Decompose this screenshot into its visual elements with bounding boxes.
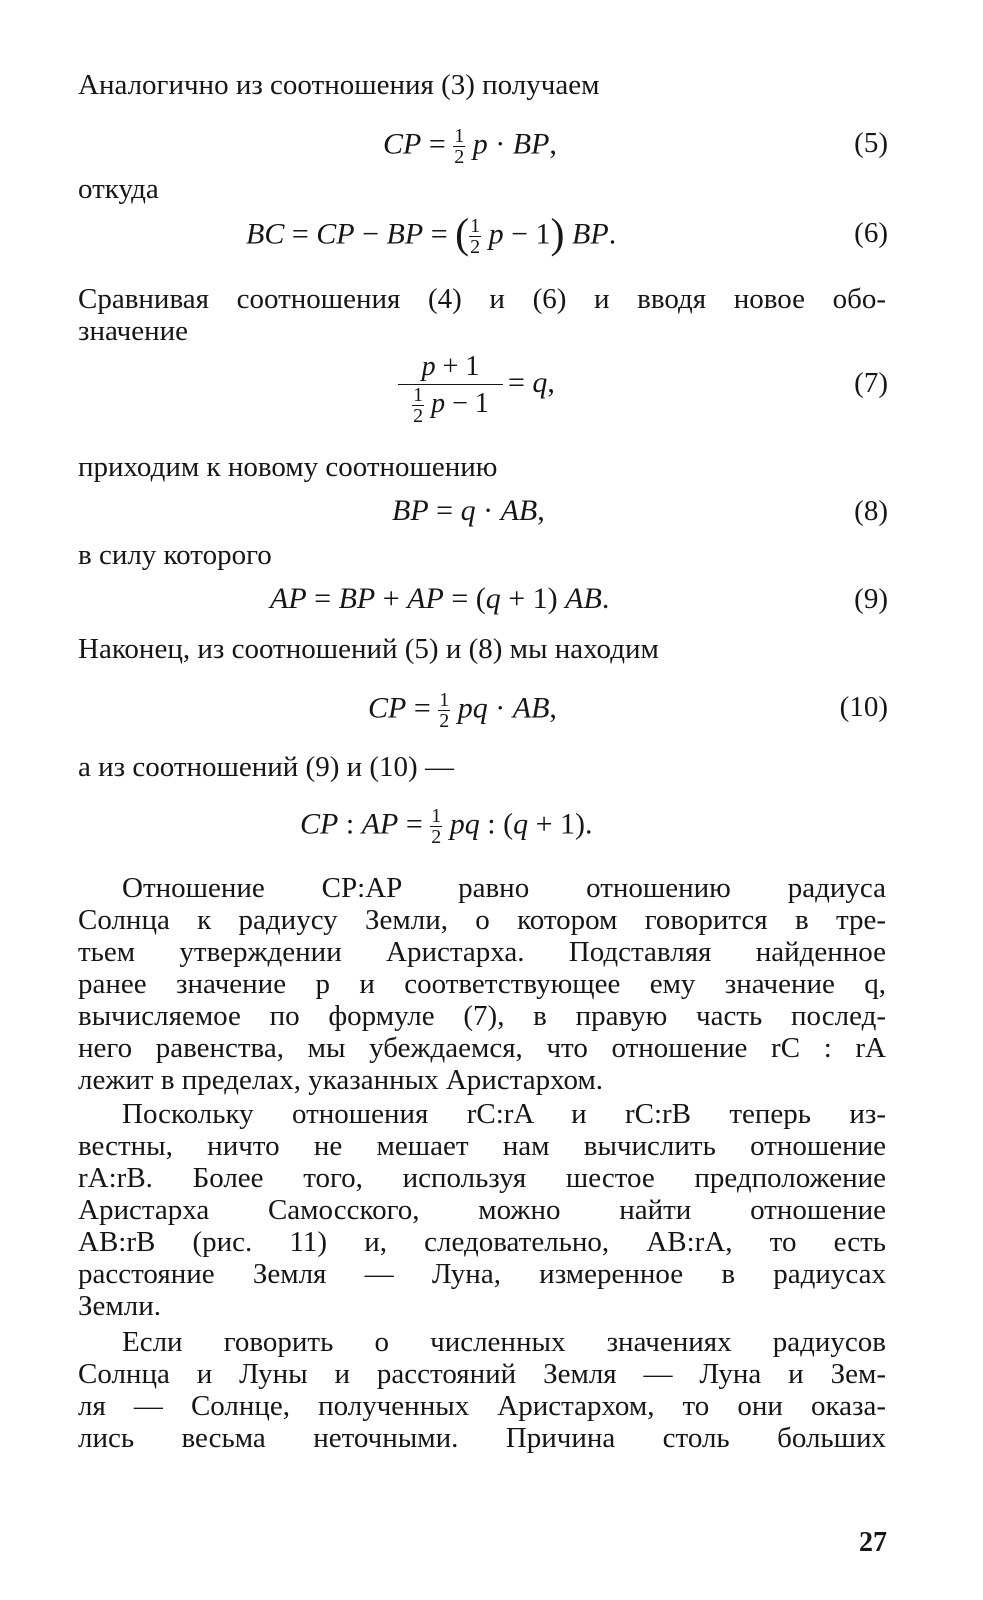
- text-line: Наконец, из соотношений (5) и (8) мы находим: [78, 633, 659, 665]
- text-line: расстояние Земля — Луна, измеренное в радиусах: [78, 1258, 886, 1290]
- text-line: вычисляемое по формуле (7), в правую часть послед-: [78, 1000, 886, 1032]
- text-line: Поскольку отношения rC:rA и rC:rB теперь из-: [122, 1098, 886, 1130]
- equation-7-fraction: p + 1 $\frac{1}{2}$ p − 1: [398, 350, 503, 426]
- equation-number: (5): [854, 127, 888, 159]
- text-line: Аристарха Самосского, можно найти отношение: [78, 1194, 886, 1226]
- text-line: Аналогично из соотношения (3) получаем: [78, 69, 600, 101]
- text-line: лись весьма неточными. Причина столь больших: [78, 1422, 886, 1454]
- text-line: ля — Солнце, полученных Аристархом, то они оказа-: [78, 1390, 886, 1422]
- equation-number: (9): [854, 583, 888, 615]
- text-line: откуда: [78, 173, 159, 205]
- text-line: rA:rB. Более того, используя шестое предположение: [78, 1162, 886, 1194]
- equation-8: BP = q · AB,: [392, 494, 545, 527]
- equation-number: (7): [854, 367, 888, 399]
- text-line: Отношение CP:AP равно отношению радиуса: [122, 872, 886, 904]
- text-line: Солнца к радиусу Земли, о котором говорится в тре-: [78, 904, 886, 936]
- equation-number: (10): [839, 691, 888, 723]
- equation-9: AP = BP + AP = (q + 1) AB.: [270, 582, 610, 615]
- equation-5: CP = $\frac{1}{2}$ p · BP,: [383, 125, 557, 168]
- text-line: Солнца и Луны и расстояний Земля — Луна и Зем-: [78, 1358, 886, 1390]
- equation-10: CP = $\frac{1}{2}$ pq · AB,: [368, 689, 557, 732]
- text-line: значение: [78, 315, 189, 347]
- text-line: а из соотношений (9) и (10) —: [78, 751, 454, 783]
- text-line: лежит в пределах, указанных Аристархом.: [78, 1064, 604, 1096]
- equation-7-rhs: = q,: [508, 366, 555, 399]
- equation-6: BC = CP − BP = ( $\frac{1}{2}$ p − 1) BP.: [246, 211, 617, 258]
- text-line: AB:rB (рис. 11) и, следовательно, AB:rA, то есть: [78, 1226, 886, 1258]
- text-line: приходим к новому соотношению: [78, 451, 498, 483]
- equation-number: (6): [854, 217, 888, 249]
- text-line: вестны, ничто не мешает нам вычислить отношение: [78, 1130, 886, 1162]
- page-number: 27: [859, 1527, 887, 1558]
- text-line: ранее значение p и соответствующее ему значение q,: [78, 968, 886, 1000]
- text-line: тьем утверждении Аристарха. Подставляя найденное: [78, 936, 886, 968]
- text-line: него равенства, мы убеждаемся, что отношение rC : rA: [78, 1032, 886, 1064]
- text-line: Если говорить о численных значениях радиусов: [122, 1326, 886, 1358]
- equation-number: (8): [854, 495, 888, 527]
- text-line: Сравнивая соотношения (4) и (6) и вводя новое обо-: [78, 283, 886, 315]
- text-line: Земли.: [78, 1290, 161, 1322]
- text-line: в силу которого: [78, 539, 272, 571]
- equation-11: CP : AP = $\frac{1}{2}$ pq : (q + 1).: [300, 805, 593, 848]
